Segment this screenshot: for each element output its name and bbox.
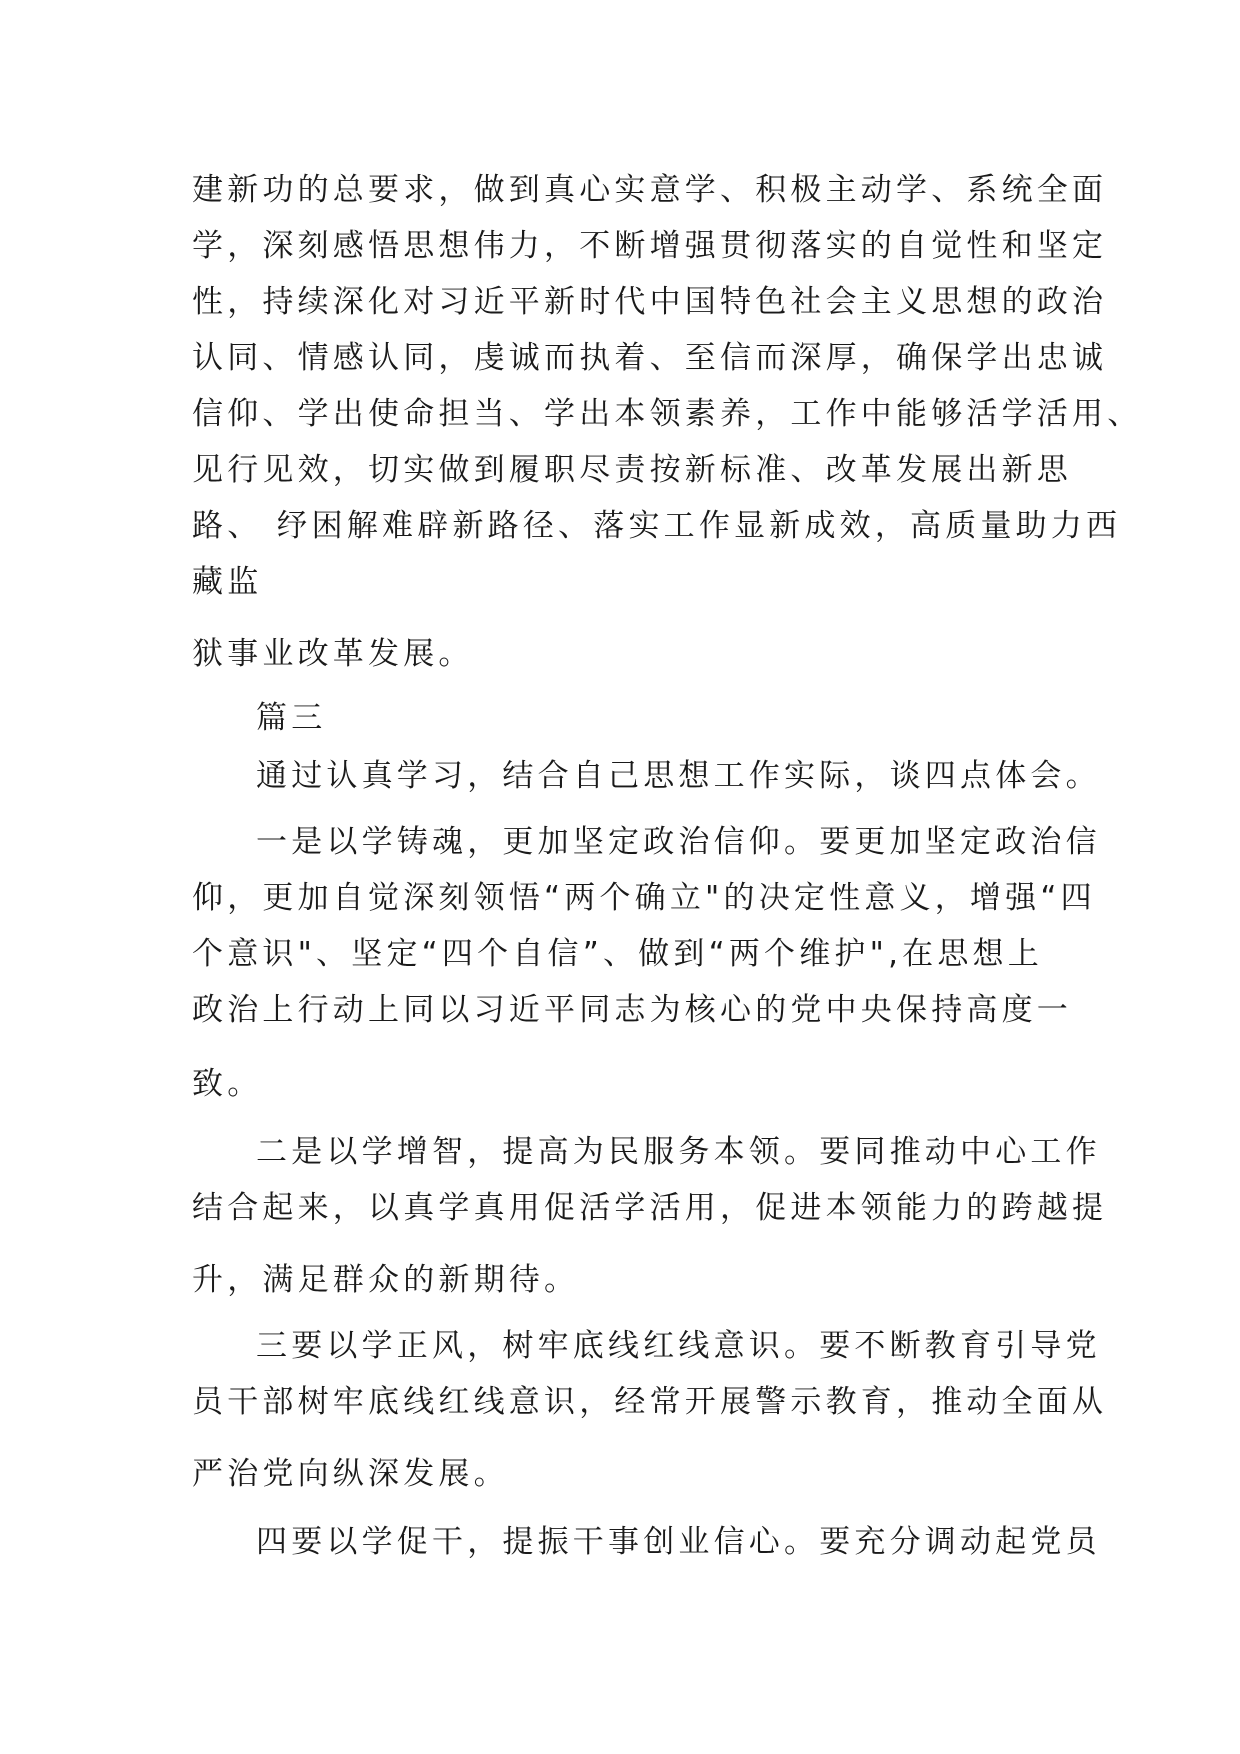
text-line-9: 狱事业改革发展。 — [192, 636, 474, 672]
section-heading: 篇三 — [256, 700, 327, 736]
text-line-7: 路、 纾困解难辟新路径、落实工作显新成效，高质量助力西 — [192, 508, 1122, 544]
text-line-3: 性，持续深化对习近平新时代中国特色社会主义思想的政治 — [192, 284, 1108, 320]
text-line-8: 藏监 — [192, 564, 263, 600]
text-line-11: 通过认真学习，结合自己思想工作实际，谈四点体会。 — [256, 758, 1101, 794]
text-line-5: 信仰、学出使命担当、学出本领素养，工作中能够活学活用、 — [192, 396, 1143, 432]
text-line-13: 仰，更加自觉深刻领悟“两个确立"的决定性意义，增强“四 — [192, 880, 1096, 916]
text-line-18: 结合起来，以真学真用促活学活用，促进本领能力的跨越提 — [192, 1190, 1108, 1226]
text-line-22: 严治党向纵深发展。 — [192, 1456, 509, 1492]
text-line-23: 四要以学促干，提振干事创业信心。要充分调动起党员 — [256, 1524, 1101, 1560]
text-line-19: 升，满足群众的新期待。 — [192, 1262, 580, 1298]
text-line-15: 政治上行动上同以习近平同志为核心的党中央保持高度一 — [192, 992, 1072, 1028]
text-line-17: 二是以学增智，提高为民服务本领。要同推动中心工作 — [256, 1134, 1101, 1170]
text-line-20: 三要以学正风，树牢底线红线意识。要不断教育引导党 — [256, 1328, 1101, 1364]
text-line-6: 见行见效，切实做到履职尽责按新标准、改革发展出新思 — [192, 452, 1072, 488]
text-line-12: 一是以学铸魂，更加坚定政治信仰。要更加坚定政治信 — [256, 824, 1101, 860]
text-line-2: 学，深刻感悟思想伟力，不断增强贯彻落实的自觉性和坚定 — [192, 228, 1108, 264]
text-line-1: 建新功的总要求，做到真心实意学、积极主动学、系统全面 — [192, 172, 1108, 208]
text-line-21: 员干部树牢底线红线意识，经常开展警示教育，推动全面从 — [192, 1384, 1108, 1420]
text-line-4: 认同、情感认同，虔诚而执着、至信而深厚，确保学出忠诚 — [192, 340, 1108, 376]
text-line-14: 个意识"、坚定“四个自信”、做到“两个维护",在思想上 — [192, 936, 1043, 972]
text-line-16: 致。 — [192, 1066, 263, 1102]
